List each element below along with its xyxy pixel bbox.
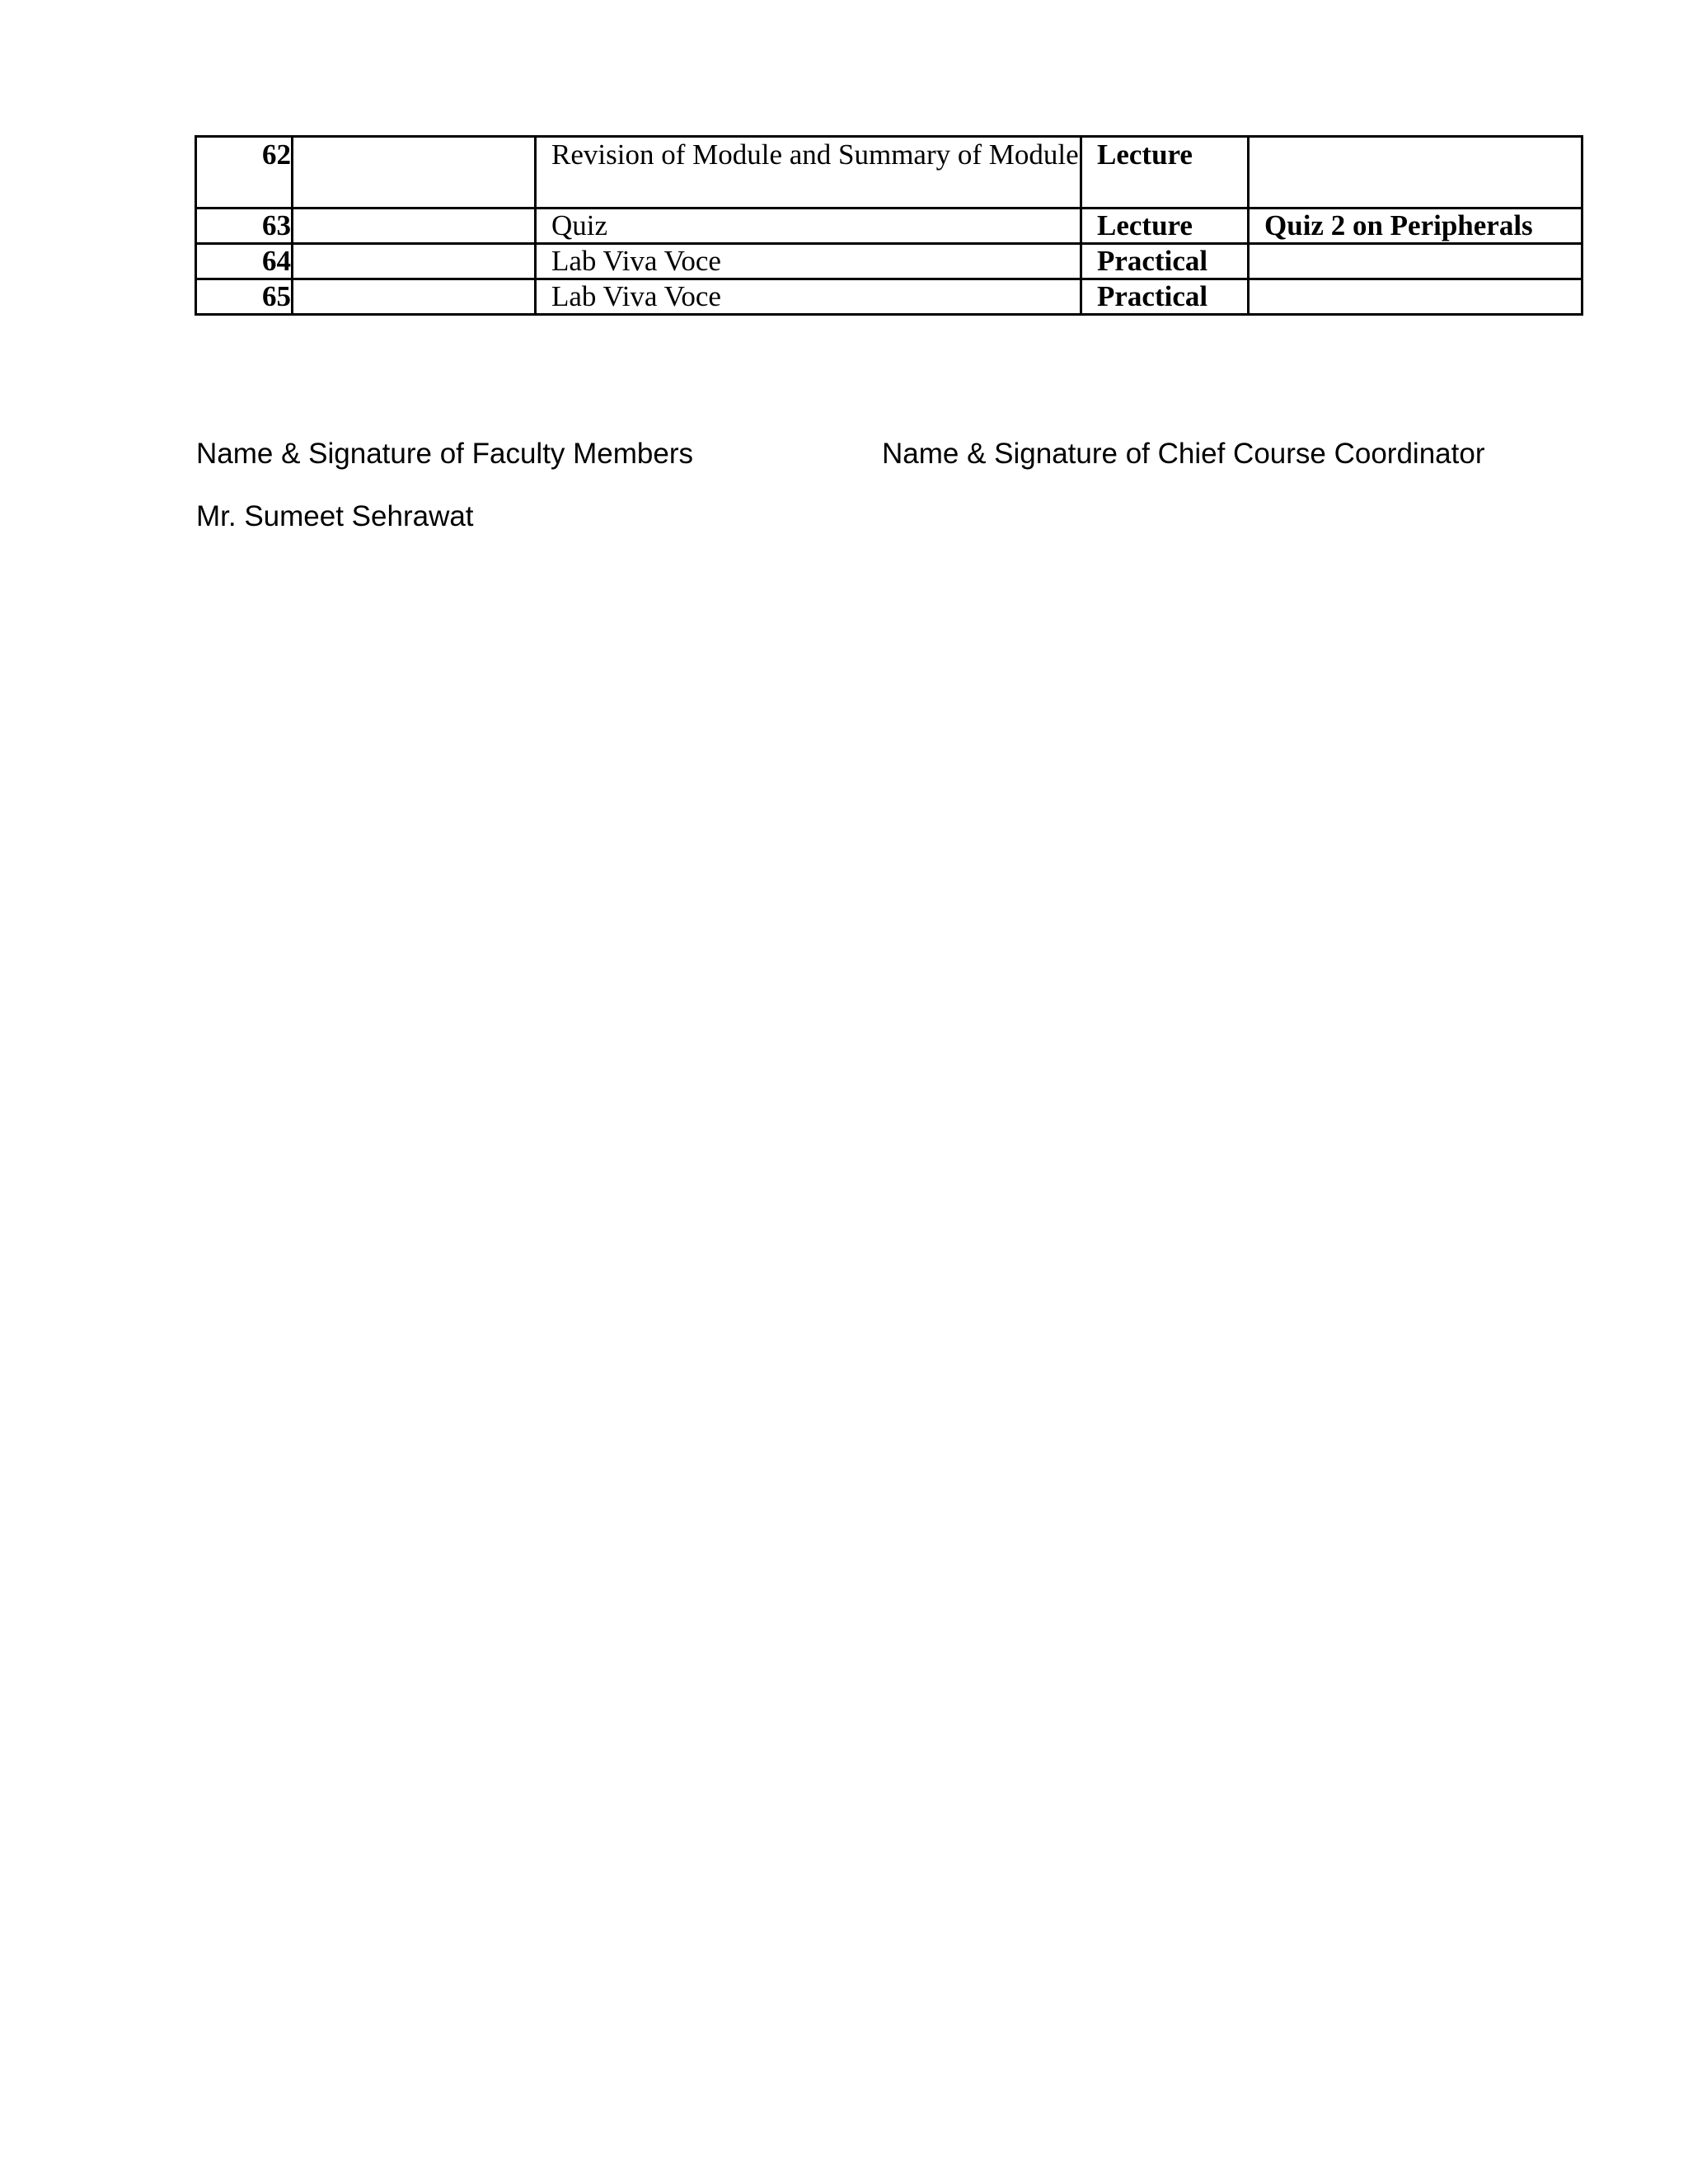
faculty-signature-label: Name & Signature of Faculty Members [196,438,694,470]
unit-cell [293,137,536,209]
session-type: Practical [1081,244,1249,279]
unit-cell [293,209,536,244]
unit-cell [293,244,536,279]
faculty-name: Mr. Sumeet Sehrawat [196,500,474,532]
remarks-cell [1249,137,1582,209]
lecture-number: 62 [196,137,293,209]
remarks-cell: Quiz 2 on Peripherals [1249,209,1582,244]
session-type: Lecture [1081,209,1249,244]
remarks-cell [1249,244,1582,279]
lecture-number: 64 [196,244,293,279]
table-row [196,137,1582,209]
topic-cell: Lab Viva Voce [536,279,1081,315]
table-row [196,244,1582,279]
session-type: Practical [1081,279,1249,315]
session-type: Lecture [1081,137,1249,209]
remarks-cell [1249,279,1582,315]
unit-cell [293,279,536,315]
topic-cell: Revision of Module and Summary of Module [536,137,1081,209]
topic-cell: Lab Viva Voce [536,244,1081,279]
topic-cell: Quiz [536,209,1081,244]
table-row [196,279,1582,315]
coordinator-signature-label: Name & Signature of Chief Course Coordinator [882,438,1485,470]
lecture-number: 63 [196,209,293,244]
lecture-number: 65 [196,279,293,315]
lesson-plan-table [195,135,1583,316]
table-row [196,209,1582,244]
